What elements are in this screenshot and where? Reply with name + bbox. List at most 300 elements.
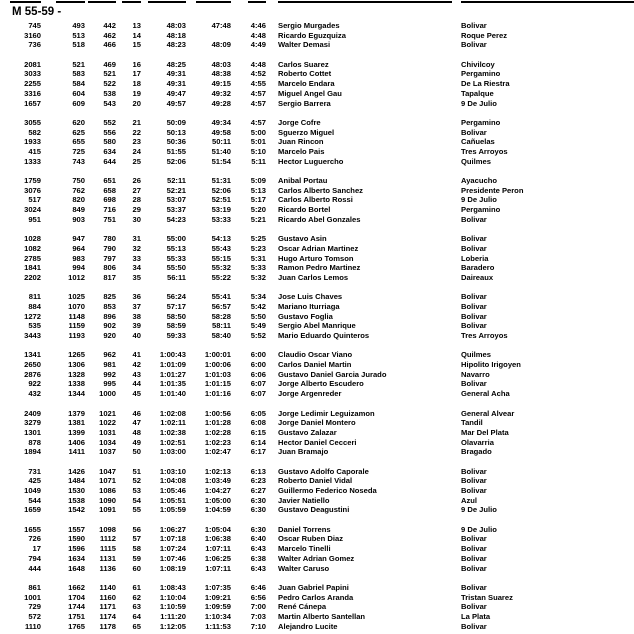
category-place-cell: 53 (132, 486, 141, 495)
gender-place-cell: 1086 (99, 486, 116, 495)
overall-place-cell: 1590 (68, 534, 85, 544)
category-place-cell: 34 (132, 263, 141, 273)
overall-place-cell: 609 (72, 98, 85, 108)
category-place-cell: 30 (132, 214, 141, 224)
city-cell: Bolivar (461, 321, 487, 331)
city-cell: Tres Arroyos (461, 331, 508, 340)
city-cell: Bolivar (461, 476, 487, 486)
city-cell: Bragado (461, 447, 492, 457)
table-row (0, 438, 634, 448)
pace-cell: 6:05 (250, 408, 266, 418)
runner-name-cell: Juan Carlos Lemos (278, 272, 349, 282)
net-time-cell: 1:02:13 (204, 466, 231, 476)
overall-place-cell: 1634 (68, 553, 85, 563)
category-place-cell: 40 (132, 331, 141, 340)
pace-cell: 5:42 (250, 301, 266, 311)
category-place-cell: 21 (132, 117, 141, 127)
gender-place-cell: 780 (103, 234, 116, 244)
runner-name-cell: Jorge Daniel Montero (278, 418, 356, 428)
pace-cell: 4:46 (250, 21, 266, 30)
table-row (0, 147, 634, 157)
runner-name-cell: Ricardo Eguzquiza (278, 30, 346, 40)
category-place-cell: 15 (132, 40, 141, 50)
gender-place-cell: 1047 (99, 466, 116, 476)
pace-cell: 5:34 (250, 292, 266, 302)
overall-place-cell: 1193 (68, 331, 85, 340)
category-place-cell: 38 (132, 311, 141, 321)
city-cell: Bolivar (461, 553, 487, 563)
gun-time-cell: 1:12:05 (159, 621, 186, 631)
category-place-cell: 36 (132, 292, 141, 302)
gender-place-cell: 552 (103, 117, 116, 127)
overall-place-cell: 725 (72, 146, 85, 156)
city-cell: Pergamino (461, 69, 501, 79)
category-place-cell: 16 (132, 59, 141, 69)
overall-place-cell: 1538 (68, 495, 85, 505)
category-place-cell: 55 (132, 505, 141, 515)
category-place-cell: 41 (132, 350, 141, 360)
city-cell: 9 De Julio (461, 505, 497, 515)
net-time-cell: 47:48 (211, 21, 231, 30)
runner-name-cell: Juan Rincon (278, 137, 324, 147)
runner-name-cell: Mario Eduardo Quinteros (278, 331, 370, 340)
table-row (0, 409, 634, 419)
city-cell: De La Riestra (461, 79, 510, 89)
header-rule (461, 1, 634, 3)
runner-name-cell: Claudio Oscar Viano (278, 350, 353, 360)
city-cell: Presidente Peron (461, 185, 524, 195)
overall-place-cell: 1596 (68, 544, 85, 554)
runner-name-cell: Juan Gabriel Papini (278, 582, 349, 592)
gender-place-cell: 462 (103, 30, 116, 40)
bib-number-cell: 3076 (24, 185, 41, 195)
table-row (0, 428, 634, 438)
bib-number-cell: 884 (28, 301, 41, 311)
bib-number-cell: 17 (32, 544, 41, 554)
gun-time-cell: 55:33 (166, 253, 186, 263)
bib-number-cell: 2876 (24, 369, 41, 379)
runner-name-cell: Alejandro Lucite (278, 621, 338, 631)
gender-place-cell: 1000 (99, 389, 116, 399)
gender-place-cell: 1171 (99, 602, 116, 612)
category-place-cell: 48 (132, 427, 141, 437)
gender-place-cell: 466 (103, 40, 116, 50)
category-place-cell: 59 (132, 553, 141, 563)
gun-time-cell: 48:23 (166, 40, 186, 50)
pace-cell: 6:30 (250, 524, 266, 534)
pace-cell: 6:27 (250, 486, 266, 495)
category-place-cell: 13 (132, 21, 141, 30)
table-row (0, 476, 634, 486)
pace-cell: 5:09 (250, 176, 266, 185)
pace-cell: 5:52 (250, 331, 266, 340)
net-time-cell: 1:02:23 (204, 437, 231, 447)
table-row (0, 360, 634, 370)
gender-place-cell: 1090 (99, 495, 116, 505)
header-rule (88, 1, 116, 3)
bib-number-cell: 544 (28, 495, 41, 505)
overall-place-cell: 1648 (68, 563, 85, 573)
overall-place-cell: 1344 (68, 389, 85, 399)
overall-place-cell: 513 (72, 30, 85, 40)
city-cell: Bolivar (461, 602, 487, 612)
gun-time-cell: 1:11:20 (160, 611, 186, 621)
category-place-cell: 45 (132, 389, 141, 399)
net-time-cell: 58:11 (211, 321, 231, 331)
net-time-cell: 1:09:21 (204, 592, 231, 602)
overall-place-cell: 625 (72, 127, 85, 137)
city-cell: Bolivar (461, 486, 487, 495)
bib-number-cell: 736 (28, 40, 41, 50)
gender-place-cell: 1178 (99, 621, 116, 631)
header-rule (196, 1, 231, 3)
runner-name-cell: Oscar Adrian Martinez (278, 243, 359, 253)
net-time-cell: 55:15 (211, 253, 231, 263)
bib-number-cell: 582 (28, 127, 41, 137)
runner-name-cell: Gustavo Foglia (278, 311, 333, 321)
gender-place-cell: 962 (103, 350, 116, 360)
gender-place-cell: 896 (103, 311, 116, 321)
gender-place-cell: 644 (103, 156, 116, 166)
city-cell: 9 De Julio (461, 98, 497, 108)
pace-cell: 6:13 (250, 466, 266, 476)
runner-name-cell: Hugo Arturo Tomson (278, 253, 354, 263)
bib-number-cell: 1333 (24, 156, 41, 166)
city-cell: Tres Arroyos (461, 146, 508, 156)
overall-place-cell: 1411 (68, 447, 85, 457)
city-cell: La Plata (461, 611, 491, 621)
pace-cell: 6:07 (250, 379, 266, 389)
bib-number-cell: 729 (28, 602, 41, 612)
city-cell: Mar Del Plata (461, 427, 509, 437)
net-time-cell: 51:31 (211, 176, 231, 185)
runner-name-cell: Jorge Alberto Escudero (278, 379, 364, 389)
table-row (0, 176, 634, 186)
gun-time-cell: 53:37 (166, 205, 186, 215)
pace-cell: 5:31 (250, 253, 266, 263)
city-cell: Tristan Suarez (461, 592, 513, 602)
header-rule (56, 1, 85, 3)
bib-number-cell: 1659 (24, 505, 41, 515)
runner-name-cell: Ramon Pedro Martinez (278, 263, 361, 273)
pace-cell: 5:01 (250, 137, 266, 147)
category-place-cell: 50 (132, 447, 141, 457)
overall-place-cell: 1338 (68, 379, 85, 389)
bib-number-cell: 1028 (24, 234, 41, 244)
city-cell: Bolivar (461, 21, 487, 30)
gun-time-cell: 59:33 (166, 331, 186, 340)
pace-cell: 6:30 (250, 495, 266, 505)
pace-cell: 7:03 (250, 611, 266, 621)
group-spacer (0, 457, 634, 467)
runner-name-cell: René Cánepa (278, 602, 327, 612)
table-row (0, 21, 634, 31)
category-place-cell: 23 (132, 137, 141, 147)
category-place-cell: 32 (132, 243, 141, 253)
table-row (0, 234, 634, 244)
table-row (0, 350, 634, 360)
city-cell: Tapalque (461, 88, 494, 98)
gun-time-cell: 50:09 (166, 117, 186, 127)
pace-cell: 6:43 (250, 544, 266, 554)
pace-cell: 4:49 (250, 40, 266, 50)
overall-place-cell: 994 (72, 263, 85, 273)
category-place-cell: 33 (132, 253, 141, 263)
gender-place-cell: 698 (103, 195, 116, 205)
gun-time-cell: 52:21 (166, 185, 186, 195)
gender-place-cell: 1112 (99, 534, 116, 544)
runner-name-cell: Hector Luguercho (278, 156, 344, 166)
net-time-cell: 51:40 (211, 146, 231, 156)
city-cell: General Alvear (461, 408, 515, 418)
net-time-cell: 1:01:16 (204, 389, 231, 399)
category-place-cell: 24 (132, 146, 141, 156)
category-place-cell: 42 (132, 360, 141, 370)
runner-name-cell: Jorge Ledimir Leguizamon (278, 408, 375, 418)
net-time-cell: 1:05:04 (204, 524, 231, 534)
category-place-cell: 26 (132, 176, 141, 185)
runner-name-cell: Sguerzo Miguel (278, 127, 335, 137)
gun-time-cell: 49:47 (166, 88, 186, 98)
gender-place-cell: 790 (103, 243, 116, 253)
net-time-cell: 49:32 (211, 88, 231, 98)
group-spacer (0, 224, 634, 234)
net-time-cell: 1:00:06 (204, 360, 231, 370)
table-row (0, 128, 634, 138)
gun-time-cell: 1:08:19 (159, 563, 186, 573)
bib-number-cell: 1082 (24, 243, 41, 253)
city-cell: Tandil (461, 418, 483, 428)
overall-place-cell: 655 (72, 137, 85, 147)
bib-number-cell: 1110 (24, 621, 41, 631)
table-row (0, 186, 634, 196)
bib-number-cell: 2202 (24, 272, 41, 282)
runner-name-cell: Carlos Daniel Martin (278, 360, 352, 370)
overall-place-cell: 1328 (68, 369, 85, 379)
group-spacer (0, 283, 634, 293)
overall-place-cell: 820 (72, 195, 85, 205)
gender-place-cell: 580 (103, 137, 116, 147)
net-time-cell: 49:15 (211, 79, 231, 89)
table-row (0, 292, 634, 302)
header-rules (0, 0, 634, 4)
city-cell: Ayacucho (461, 176, 498, 185)
pace-cell: 6:08 (250, 418, 266, 428)
city-cell: Hipolito Irigoyen (461, 360, 521, 370)
net-time-cell: 53:33 (211, 214, 231, 224)
gun-time-cell: 56:24 (166, 292, 186, 302)
bib-number-cell: 794 (28, 553, 41, 563)
runner-name-cell: Marcelo Endara (278, 79, 335, 89)
pace-cell: 7:00 (250, 602, 266, 612)
runner-name-cell: Ricardo Bortel (278, 205, 331, 215)
pace-cell: 6:30 (250, 505, 266, 515)
bib-number-cell: 444 (28, 563, 41, 573)
net-time-cell: 1:09:59 (204, 602, 231, 612)
table-row (0, 60, 634, 70)
gun-time-cell: 51:55 (166, 146, 186, 156)
gun-time-cell: 1:04:08 (159, 476, 186, 486)
bib-number-cell: 3055 (24, 117, 41, 127)
overall-place-cell: 1399 (68, 427, 85, 437)
gender-place-cell: 1022 (99, 418, 116, 428)
overall-place-cell: 743 (72, 156, 85, 166)
gun-time-cell: 1:08:43 (159, 582, 186, 592)
bib-number-cell: 1655 (24, 524, 41, 534)
bib-number-cell: 1272 (24, 311, 41, 321)
category-place-cell: 56 (132, 524, 141, 534)
overall-place-cell: 1159 (68, 321, 85, 331)
category-place-cell: 51 (132, 466, 141, 476)
runner-name-cell: Martin Alberto Santellan (278, 611, 366, 621)
net-time-cell: 1:00:56 (204, 408, 231, 418)
pace-cell: 5:11 (251, 156, 266, 166)
category-place-cell: 22 (132, 127, 141, 137)
runner-name-cell: Marcelo Pais (278, 146, 325, 156)
overall-place-cell: 1406 (68, 437, 85, 447)
table-row (0, 244, 634, 254)
gender-place-cell: 1174 (99, 611, 116, 621)
table-row (0, 525, 634, 535)
gender-place-cell: 1031 (99, 427, 116, 437)
table-row (0, 331, 634, 341)
table-row (0, 273, 634, 283)
pace-cell: 4:48 (250, 30, 266, 40)
net-time-cell: 1:01:03 (204, 369, 231, 379)
bib-number-cell: 745 (28, 21, 41, 30)
category-place-cell: 29 (132, 205, 141, 215)
pace-cell: 5:32 (250, 272, 266, 282)
bib-number-cell: 726 (28, 534, 41, 544)
bib-number-cell: 3160 (24, 30, 41, 40)
pace-cell: 5:13 (250, 185, 266, 195)
category-place-cell: 25 (132, 156, 141, 166)
group-spacer (0, 573, 634, 583)
pace-cell: 5:00 (250, 127, 266, 137)
table-row (0, 389, 634, 399)
overall-place-cell: 750 (72, 176, 85, 185)
net-time-cell: 1:07:11 (205, 563, 231, 573)
category-place-cell: 31 (132, 234, 141, 244)
net-time-cell: 1:04:59 (204, 505, 231, 515)
runner-name-cell: Oscar Ruben Diaz (278, 534, 343, 544)
gender-place-cell: 634 (103, 146, 116, 156)
gender-place-cell: 716 (103, 205, 116, 215)
gender-place-cell: 920 (103, 331, 116, 340)
overall-place-cell: 1484 (68, 476, 85, 486)
table-row (0, 254, 634, 264)
gun-time-cell: 49:31 (166, 79, 186, 89)
table-row (0, 370, 634, 380)
overall-place-cell: 1025 (68, 292, 85, 302)
gun-time-cell: 53:07 (166, 195, 186, 205)
net-time-cell: 48:38 (211, 69, 231, 79)
bib-number-cell: 2785 (24, 253, 41, 263)
table-row (0, 263, 634, 273)
runner-name-cell: Sergio Murgades (278, 21, 340, 30)
gender-place-cell: 1021 (99, 408, 116, 418)
bib-number-cell: 951 (28, 214, 41, 224)
gender-place-cell: 556 (103, 127, 116, 137)
city-cell: Olavarria (461, 437, 494, 447)
pace-cell: 5:21 (250, 214, 266, 224)
table-row (0, 195, 634, 205)
net-time-cell: 52:51 (211, 195, 231, 205)
table-row (0, 622, 634, 632)
runner-name-cell: Gustavo Daniel Garcia Jurado (278, 369, 387, 379)
overall-place-cell: 620 (72, 117, 85, 127)
net-time-cell: 48:03 (211, 59, 231, 69)
gun-time-cell: 55:00 (166, 234, 186, 244)
city-cell: Bolivar (461, 563, 487, 573)
group-spacer (0, 399, 634, 409)
runner-name-cell: Mariano Iturriaga (278, 301, 340, 311)
gender-place-cell: 797 (103, 253, 116, 263)
gender-place-cell: 1131 (99, 553, 116, 563)
gun-time-cell: 1:02:08 (159, 408, 186, 418)
gender-place-cell: 1034 (99, 437, 116, 447)
gun-time-cell: 52:11 (166, 176, 186, 185)
results-table (0, 21, 634, 631)
runner-name-cell: Sergio Barrera (278, 98, 331, 108)
net-time-cell: 50:11 (211, 137, 231, 147)
pace-cell: 6:46 (250, 582, 266, 592)
runner-name-cell: Pedro Carlos Aranda (278, 592, 354, 602)
city-cell: Quilmes (461, 350, 491, 360)
bib-number-cell: 535 (28, 321, 41, 331)
gun-time-cell: 48:03 (166, 21, 186, 30)
gun-time-cell: 1:06:27 (159, 524, 186, 534)
city-cell: Pergamino (461, 205, 501, 215)
net-time-cell: 1:11:53 (205, 621, 231, 631)
overall-place-cell: 1265 (68, 350, 85, 360)
city-cell: Cañuelas (461, 137, 495, 147)
category-place-cell: 52 (132, 476, 141, 486)
pace-cell: 6:17 (250, 447, 266, 457)
overall-place-cell: 604 (72, 88, 85, 98)
net-time-cell: 56:57 (211, 301, 231, 311)
runner-name-cell: Carlos Suarez (278, 59, 329, 69)
runner-name-cell: Gustavo Asin (278, 234, 327, 244)
gun-time-cell: 56:11 (166, 272, 186, 282)
gun-time-cell: 1:01:27 (159, 369, 186, 379)
pace-cell: 5:20 (250, 205, 266, 215)
pace-cell: 4:57 (250, 88, 266, 98)
pace-cell: 4:55 (250, 79, 266, 89)
runner-name-cell: Jorge Cofre (278, 117, 321, 127)
category-place-cell: 58 (132, 544, 141, 554)
overall-place-cell: 1744 (68, 602, 85, 612)
net-time-cell: 1:06:25 (204, 553, 231, 563)
city-cell: Loberia (461, 253, 489, 263)
table-row (0, 215, 634, 225)
overall-place-cell: 1148 (68, 311, 85, 321)
gun-time-cell: 1:07:46 (159, 553, 186, 563)
runner-name-cell: Miguel Angel Gau (278, 88, 342, 98)
bib-number-cell: 572 (28, 611, 41, 621)
city-cell: Bolivar (461, 292, 487, 302)
header-rule (122, 1, 141, 3)
bib-number-cell: 3316 (24, 88, 41, 98)
pace-cell: 4:52 (250, 69, 266, 79)
pace-cell: 5:49 (250, 321, 266, 331)
gender-place-cell: 853 (103, 301, 116, 311)
gun-time-cell: 1:02:11 (160, 418, 186, 428)
gun-time-cell: 1:05:59 (159, 505, 186, 515)
overall-place-cell: 1765 (68, 621, 85, 631)
table-row (0, 205, 634, 215)
gun-time-cell: 50:13 (166, 127, 186, 137)
